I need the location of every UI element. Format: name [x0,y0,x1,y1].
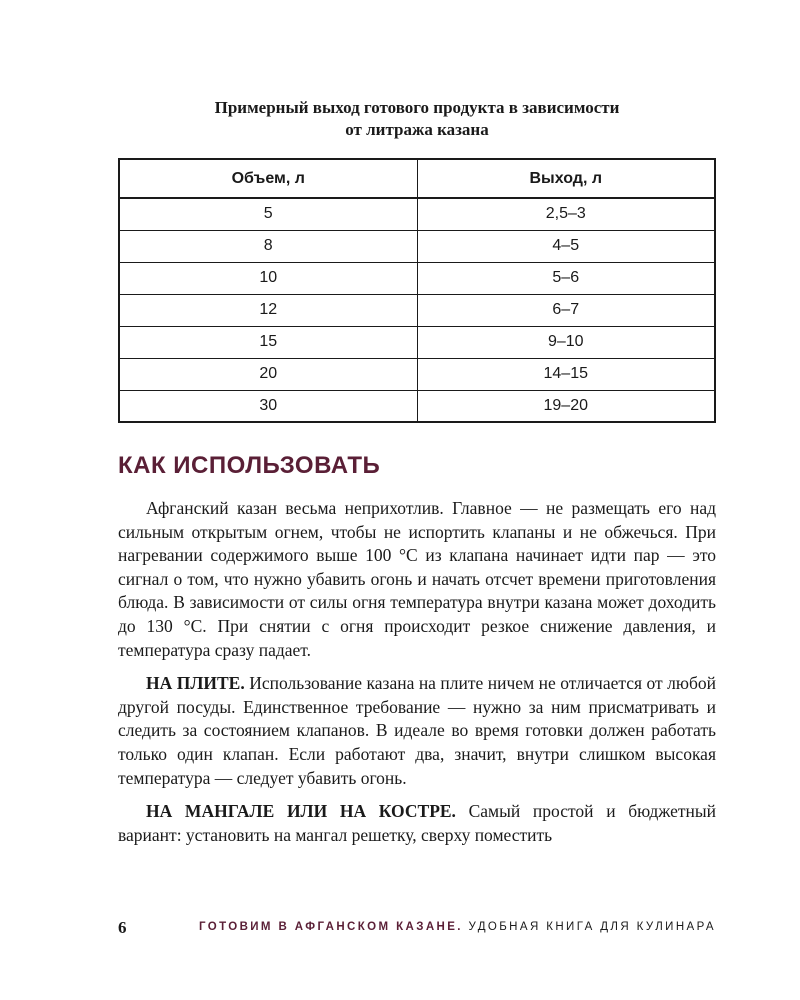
table-header-row [119,159,715,198]
paragraph-intro: Афганский казан весьма неприхотлив. Главное — не размещать его над сильным открытым огнем, чтобы не испортить клапаны и не обжечься. При нагревании содержимого выше 100 °С из клапана начинает идти пар — это сигнал о том, что нужно убавить огонь и начать отсчет времени приготовления блюда. В зависимости от силы огня температура внутри казана может доходить до 130 °С. При снятии с огня происходит резкое снижение давления, и температура сразу падает. [118,498,716,660]
yield-cell: 4–5 [417,230,715,262]
yield-cell: 19–20 [417,390,715,422]
yield-cell: 5–6 [417,262,715,294]
body-text [118,497,716,857]
table-row [119,390,715,422]
volume-cell: 30 [119,390,417,422]
yield-cell: 6–7 [417,294,715,326]
table-caption-line-2: от литража казана [345,120,489,139]
book-title: ГОТОВИМ В АФГАНСКОМ КАЗАНЕ. [198,921,463,933]
page-footer [118,918,716,938]
table-caption-line-1: Примерный выход готового продукта в зависимости [214,98,620,117]
table-row [119,326,715,358]
page-number: 6 [118,918,127,937]
table-row [119,230,715,262]
volume-cell: 8 [119,230,417,262]
table-row [119,262,715,294]
table-row [119,198,715,230]
paragraph-grill [118,800,716,847]
volume-cell: 12 [119,294,417,326]
book-subtitle: УДОБНАЯ КНИГА ДЛЯ КУЛИНАРА [462,921,716,933]
section-heading: КАК ИСПОЛЬЗОВАТЬ [118,452,381,479]
yield-cell: 9–10 [417,326,715,358]
table-row [119,294,715,326]
volume-cell: 20 [119,358,417,390]
paragraph-lead: НА ПЛИТЕ. [146,673,245,694]
paragraph-stove [118,672,716,790]
column-header-volume: Объем, л [119,159,417,198]
yield-cell: 14–15 [417,358,715,390]
volume-cell: 5 [119,198,417,230]
paragraph-text: Использование казана на плите ничем не отличается от любой другой посуды. Единственное требование — нужно за ним присматривать и следить за состоянием клапанов. В идеале во время готовки должен работать только один клапан. Если работают два, значит, внутри слишком высокая температура — следует убавить огонь. [118,673,716,788]
yield-table [118,158,716,423]
volume-cell: 15 [119,326,417,358]
table-row [119,358,715,390]
table-caption [118,97,716,141]
paragraph-lead: НА МАНГАЛЕ ИЛИ НА КОСТРЕ. [146,801,456,822]
volume-cell: 10 [119,262,417,294]
paragraph-text: Самый простой и бюджетный вариант: установить на мангал решетку, сверху поместить [118,801,716,845]
column-header-yield: Выход, л [417,159,715,198]
yield-cell: 2,5–3 [417,198,715,230]
running-head [199,921,716,933]
